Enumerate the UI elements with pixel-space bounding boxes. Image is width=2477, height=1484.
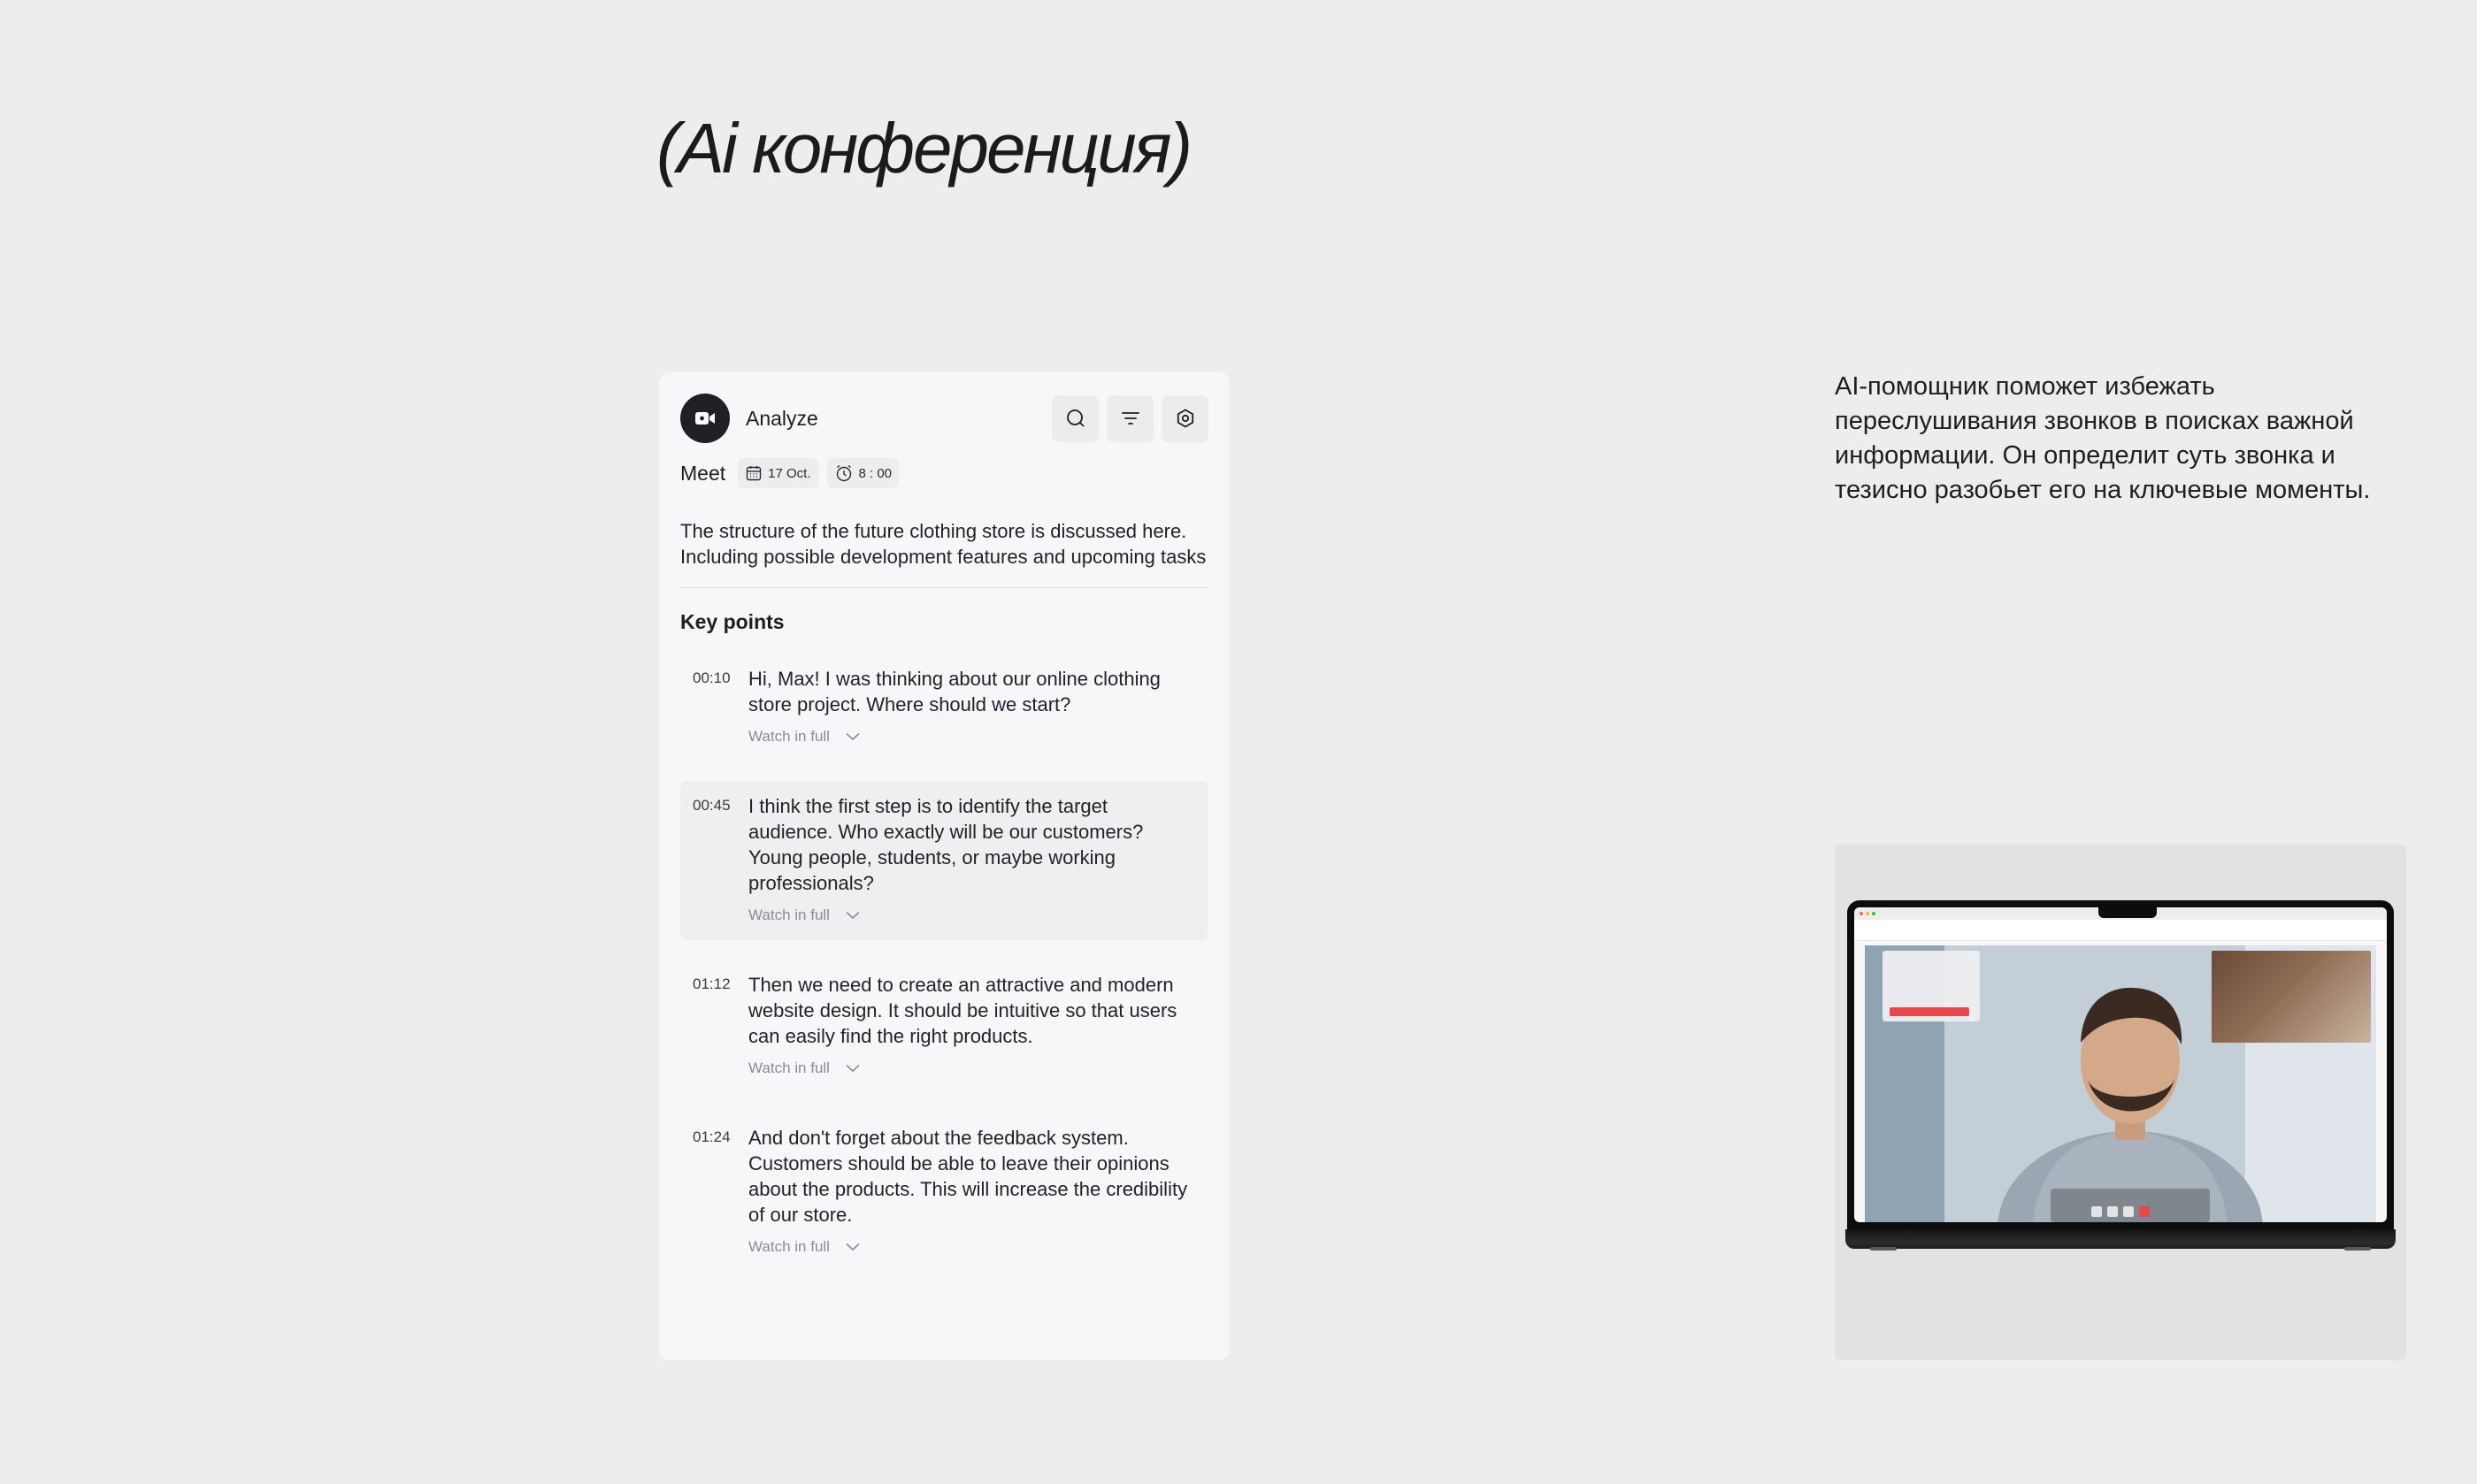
panel-header [680,394,1208,443]
chevron-down-icon [846,732,860,741]
video-camera-icon[interactable] [680,394,730,443]
meeting-type-label: Meet [680,461,726,485]
watch-in-full-button[interactable] [748,906,1196,924]
key-point-item[interactable] [680,960,1208,1093]
key-point-text: Hi, Max! I was thinking about our online clothing store project. Where should we start? [748,668,1161,715]
laptop-lid [1847,900,2394,1229]
laptop-base [1845,1229,2396,1249]
settings-button[interactable] [1162,395,1208,442]
laptop-foot [2344,1247,2371,1251]
app-name: Analyze [746,406,818,430]
video-call-preview [1865,945,2376,1222]
calendar-icon [745,464,763,482]
meeting-summary: The structure of the future clothing store is discussed here. Including possible development features and upcoming tasks [680,518,1208,588]
key-point-time: 01:12 [693,975,731,992]
chevron-down-icon [846,911,860,920]
key-point-time: 01:24 [693,1128,731,1145]
analyze-panel [659,372,1230,1360]
watch-in-full-label: Watch in full [748,1059,830,1076]
meeting-time: 8 : 00 [858,465,893,481]
key-point-item[interactable] [680,1113,1208,1272]
key-points-list [680,654,1208,1272]
meeting-meta [680,458,1208,488]
laptop-screen [1854,907,2387,1222]
call-controls [2091,1206,2150,1217]
key-point-item[interactable] [680,781,1208,940]
search-icon [1065,408,1086,429]
clock-icon [834,463,854,483]
feature-description: AI-помощник поможет избежать переслушивания звонков в поисках важной информации. Он определит суть звонка и тезисно разобьет его на ключевые моменты. [1835,372,2371,504]
settings-icon [1175,408,1196,429]
watch-in-full-button[interactable] [748,1238,1196,1256]
key-point-item[interactable] [680,654,1208,761]
key-point-time: 00:45 [693,797,731,814]
meeting-date: 17 Oct. [768,465,811,481]
recording-panel [1883,951,1980,1021]
filter-icon [1120,408,1141,429]
key-points-title: Key points [680,610,785,633]
watch-in-full-button[interactable] [748,728,1196,746]
time-chip [827,458,900,488]
watch-in-full-label: Watch in full [748,1238,830,1255]
key-point-time: 00:10 [693,669,731,686]
key-point-text: And don't forget about the feedback system. Customers should be able to leave their opinions about the products. This will increase the credibility of our store. [748,1127,1188,1226]
chevron-down-icon [846,1243,860,1251]
watch-in-full-label: Watch in full [748,906,830,923]
page-title: (Ai конференция) [656,109,1191,187]
chevron-down-icon [846,1064,860,1073]
filter-button[interactable] [1107,395,1154,442]
search-button[interactable] [1052,395,1099,442]
key-point-text: Then we need to create an attractive and modern website design. It should be intuitive so that users can easily find the right products. [748,974,1177,1047]
mock-app-bar [1854,920,2387,941]
laptop-mockup [1835,845,2406,1360]
date-chip [738,458,817,488]
key-point-text: I think the first step is to identify the target audience. Who exactly will be our customers? Young people, students, or maybe working professionals? [748,795,1144,894]
camera-notch [2098,907,2157,918]
picture-in-picture-video [2212,951,2371,1043]
header-actions [1052,395,1208,442]
recording-button [1890,1007,1969,1016]
laptop-foot [1870,1247,1897,1251]
watch-in-full-label: Watch in full [748,728,830,745]
watch-in-full-button[interactable] [748,1059,1196,1077]
